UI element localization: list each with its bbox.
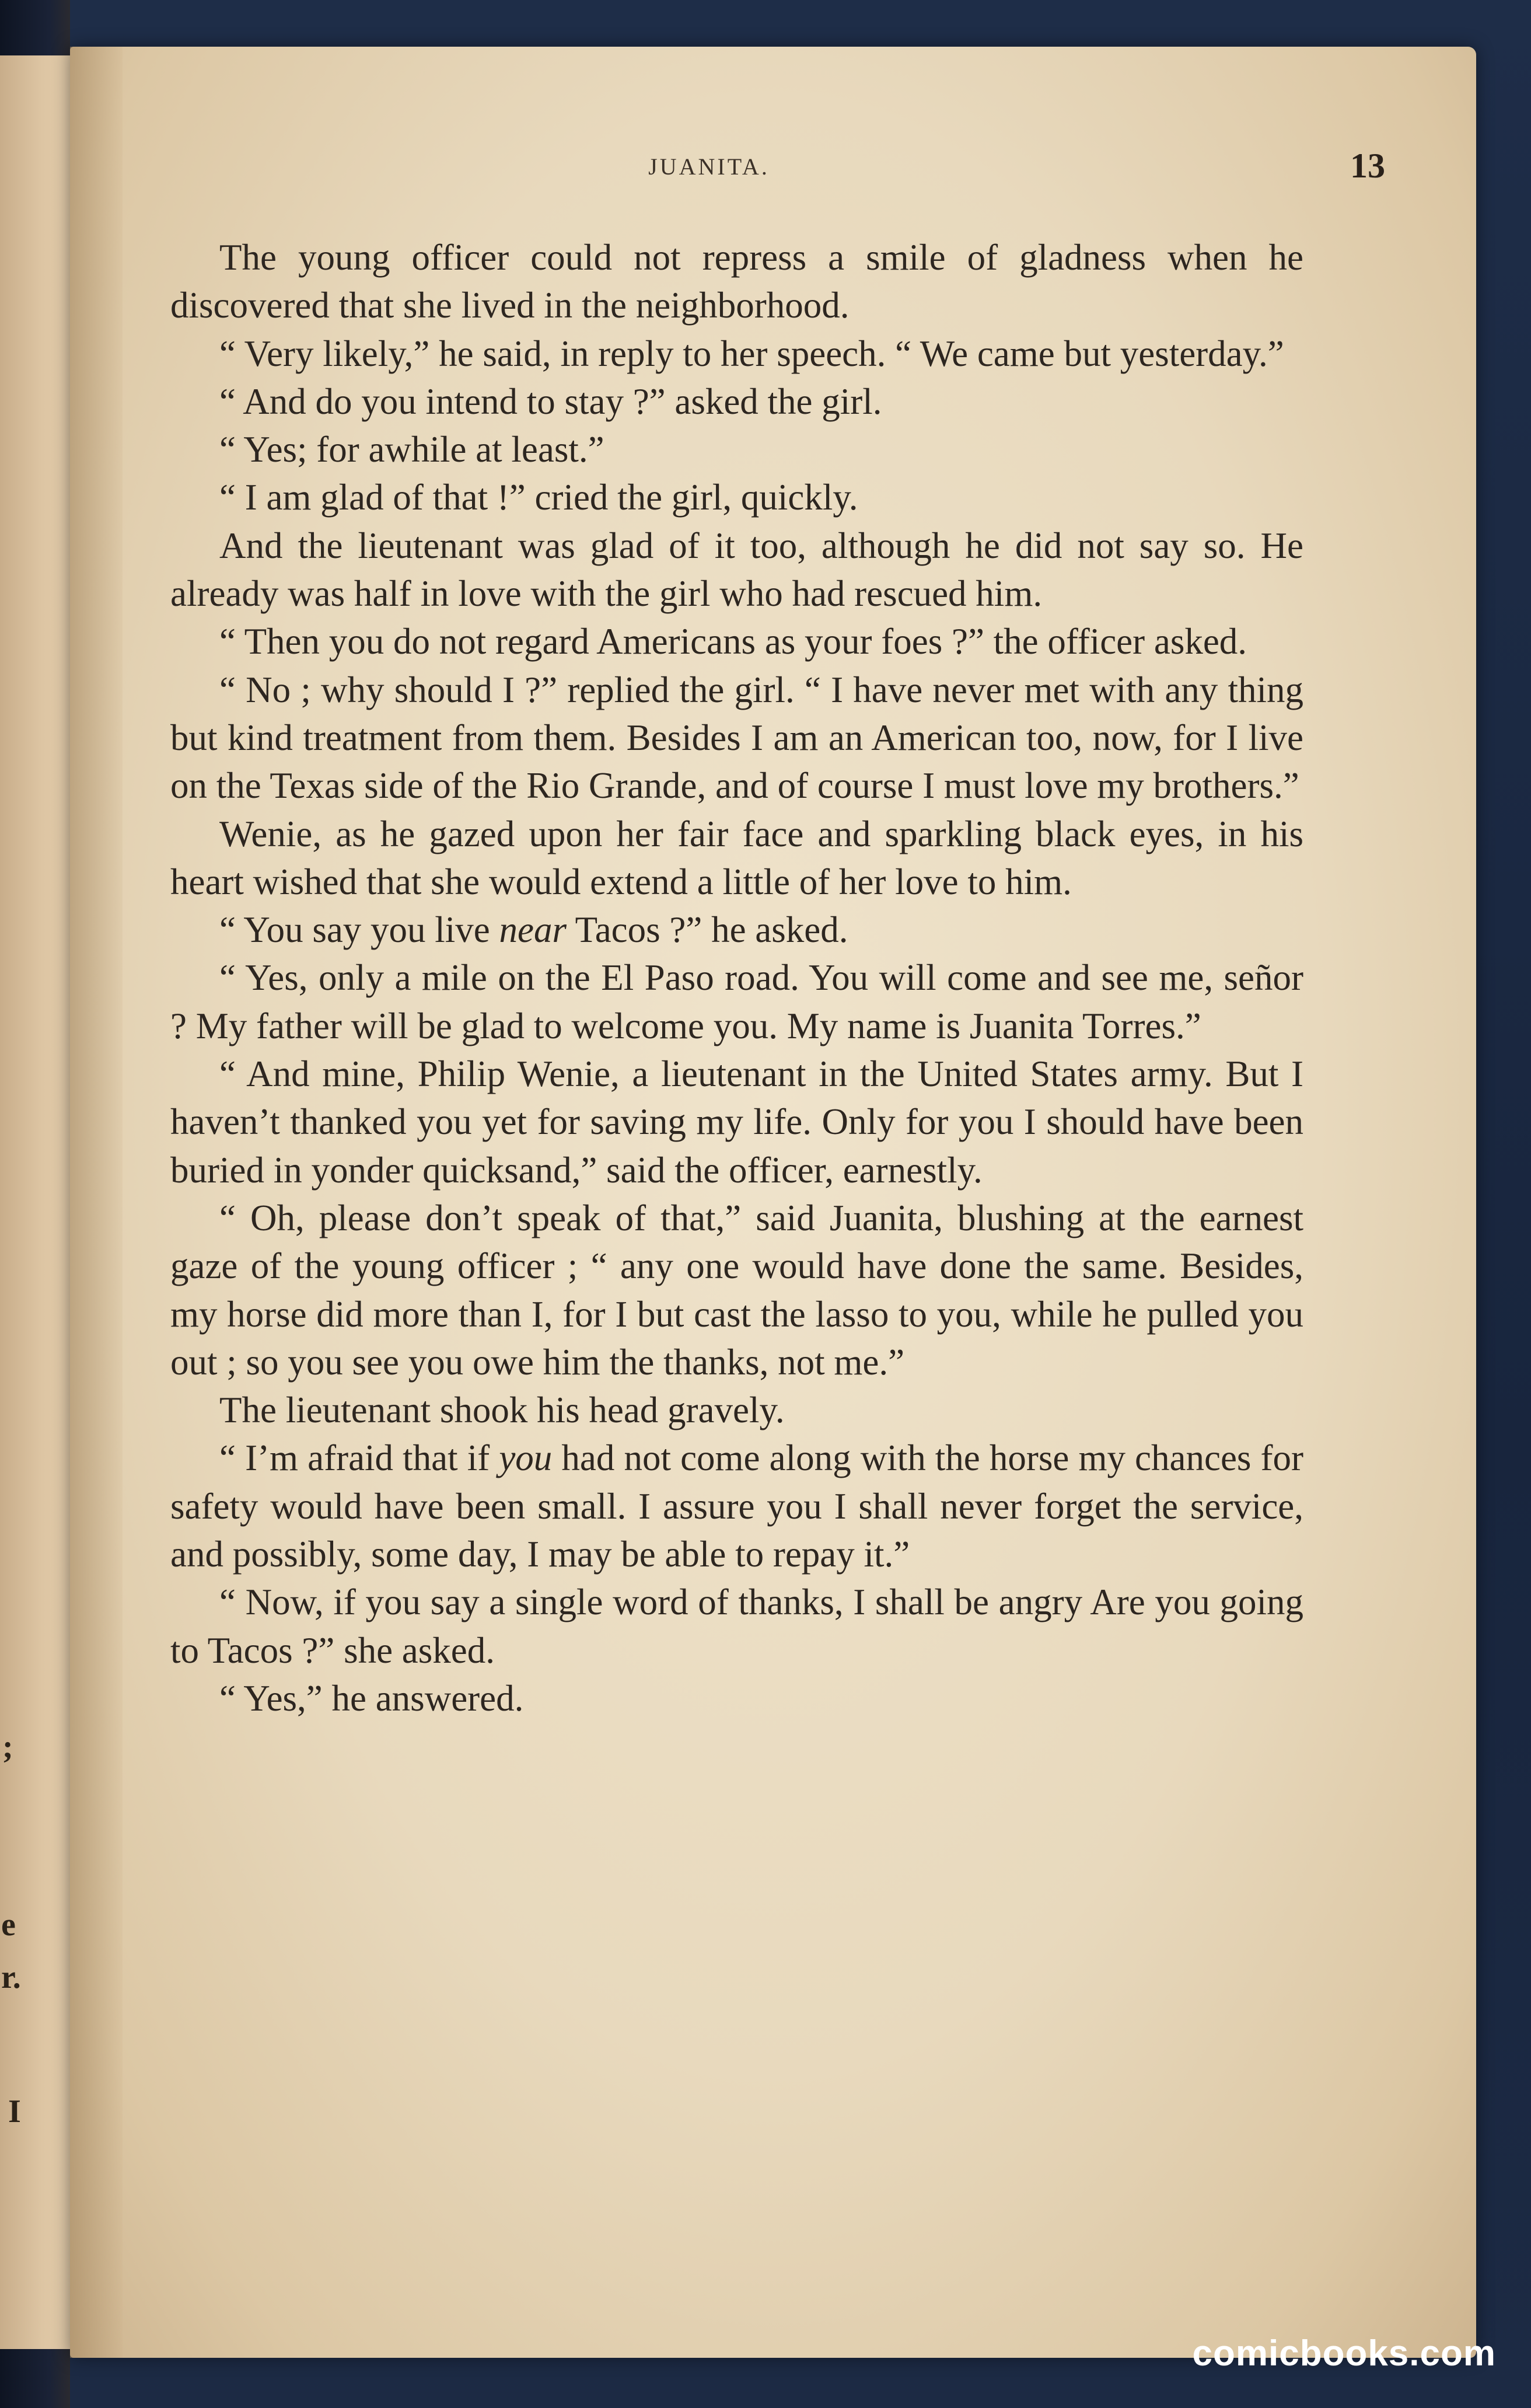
- paragraph: “ Yes,” he answered.: [219, 1677, 524, 1719]
- left-page-fragment: ;: [2, 1729, 13, 1765]
- left-page-fragment: r.: [1, 1959, 21, 1995]
- paragraph: “ Yes, only a mile on the El Paso road. You will come and see me, señor ? My father will be glad to welcome you. My name is Juanita Torres.”: [170, 957, 1303, 1046]
- paragraph: “ Oh, please don’t speak of that,” said Juanita, blushing at the earnest gaze of the young officer ; “ any one would have done the same. Besides, my horse did more than I, for I but cast the lasso to you, while he pulled you out ; so you see you owe him the thanks, not me.”: [170, 1197, 1303, 1383]
- paragraph: “ Now, if you say a single word of thanks, I shall be angry Are you going to Tacos ?” she asked.: [170, 1582, 1303, 1671]
- paragraph: The lieutenant shook his head gravely.: [219, 1390, 785, 1431]
- paragraph: [170, 906, 1303, 954]
- left-page-fragment: I: [8, 2093, 21, 2130]
- paragraph: “ And mine, Philip Wenie, a lieutenant in the United States army. But I haven’t thanked you yet for saving my life. Only for you I should have been buried in yonder quicksand,” said the officer, earnestly.: [170, 1053, 1303, 1191]
- paragraph: And the lieutenant was glad of it too, although he did not say so. He already was half in love with the girl who had rescued him.: [170, 525, 1303, 615]
- paragraph: “ Yes; for awhile at least.”: [219, 429, 604, 470]
- paragraph-text: Tacos ?” he asked.: [567, 909, 848, 951]
- paragraph-text: had not come along with the horse my chances for safety would have been small. I assure you I shall never forget the service, and possibly, some day, I may be able to repay it.”: [170, 1437, 1303, 1575]
- paragraph: “ Then you do not regard Americans as your foes ?” the officer asked.: [219, 621, 1247, 662]
- paragraph: [170, 1434, 1303, 1578]
- page-number: 13: [1350, 146, 1385, 185]
- paragraph: “ And do you intend to stay ?” asked the girl.: [219, 381, 882, 422]
- italic-emphasis: near: [499, 909, 567, 951]
- paragraph: “ No ; why should I ?” replied the girl. “ I have never met with any thing but kind treatment from them. Besides I am an American too, now, for I live on the Texas side of the Rio Grande, and of course I must love my brothers.”: [170, 669, 1303, 807]
- left-page-fragment: e: [1, 1907, 16, 1943]
- paragraph: The young officer could not repress a smile of gladness when he discovered that she lived in the neighborhood.: [170, 237, 1303, 326]
- italic-emphasis: you: [499, 1437, 553, 1479]
- paragraph: “ I am glad of that !” cried the girl, quickly.: [219, 477, 858, 518]
- paragraph: “ Very likely,” he said, in reply to her speech. “ We came but yesterday.”: [219, 333, 1284, 374]
- paragraph-text: “ I’m afraid that if: [219, 1437, 499, 1479]
- paragraph: Wenie, as he gazed upon her fair face and sparkling black eyes, in his heart wished that she would extend a little of her love to him.: [170, 813, 1303, 902]
- paragraph-text: “ You say you live: [219, 909, 499, 951]
- body-text: [170, 233, 1303, 1722]
- page-shadow: [70, 47, 123, 2358]
- watermark: comicbooks.com: [1192, 2333, 1496, 2374]
- running-head: JUANITA.: [648, 153, 770, 180]
